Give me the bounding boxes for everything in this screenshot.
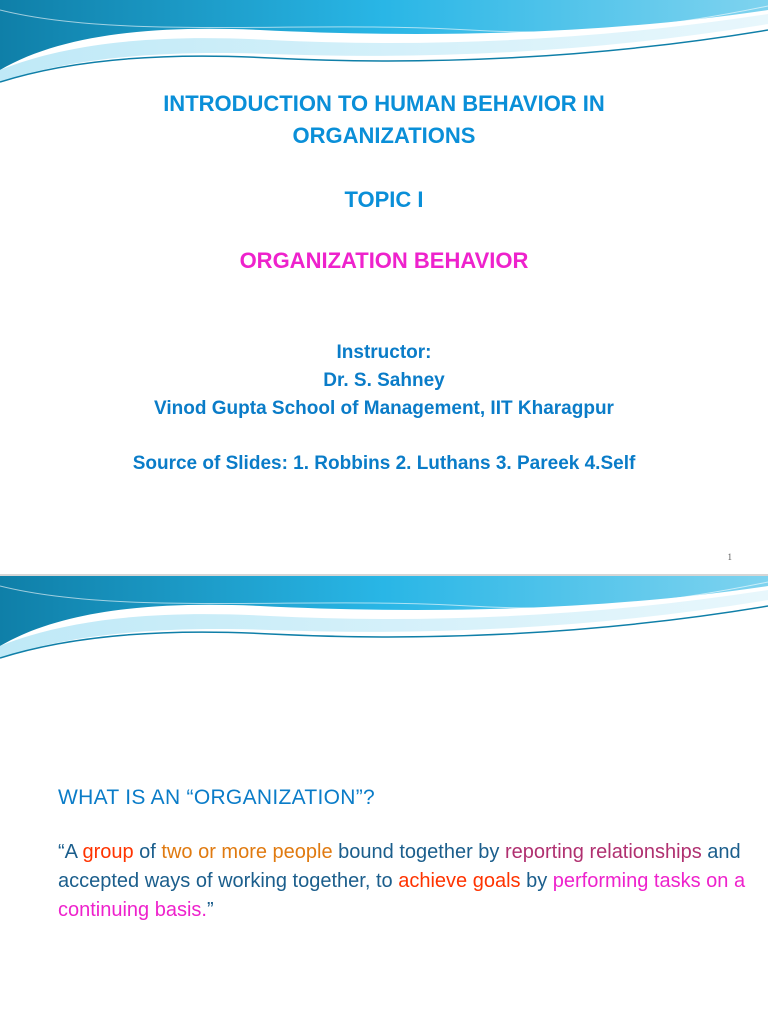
page-number: 1	[727, 552, 732, 562]
definition-segment: group	[82, 841, 134, 863]
definition-segment: ”	[206, 899, 214, 921]
definition-segment: “A	[58, 841, 83, 863]
definition-segment: reporting relationships	[504, 841, 702, 863]
definition-segment: by	[520, 870, 553, 892]
slide-title-line-1: INTRODUCTION TO HUMAN BEHAVIOR IN	[163, 91, 605, 116]
slide-title-line-2: ORGANIZATIONS	[292, 123, 476, 148]
slide-subtitle: ORGANIZATION BEHAVIOR	[239, 248, 529, 273]
instructor-name: Dr. S. Sahney	[323, 370, 445, 391]
topic-label: TOPIC I	[344, 187, 424, 212]
instructor-school: Vinod Gupta School of Management, IIT Kharagpur	[154, 398, 614, 419]
definition-segment: bound together by	[332, 841, 505, 863]
definition-segment: and accepted ways of working together, to	[58, 841, 741, 892]
definition-segment: achieve goals	[398, 870, 521, 892]
definition-segment: two or more people	[161, 841, 333, 863]
slide-2	[0, 576, 768, 1024]
slide-title	[0, 88, 768, 152]
instructor-label: Instructor:	[336, 342, 432, 363]
organization-definition	[58, 838, 748, 925]
definition-segment: of	[133, 841, 162, 863]
wave-banner-graphic	[0, 576, 768, 666]
slide-heading: WHAT IS AN “ORGANIZATION”?	[58, 786, 375, 809]
definition-segment: performing tasks on a continuing basis.	[58, 870, 746, 921]
source-of-slides: Source of Slides: 1. Robbins 2. Luthans 3. Pareek 4.Self	[132, 453, 636, 474]
wave-banner-graphic	[0, 0, 768, 90]
